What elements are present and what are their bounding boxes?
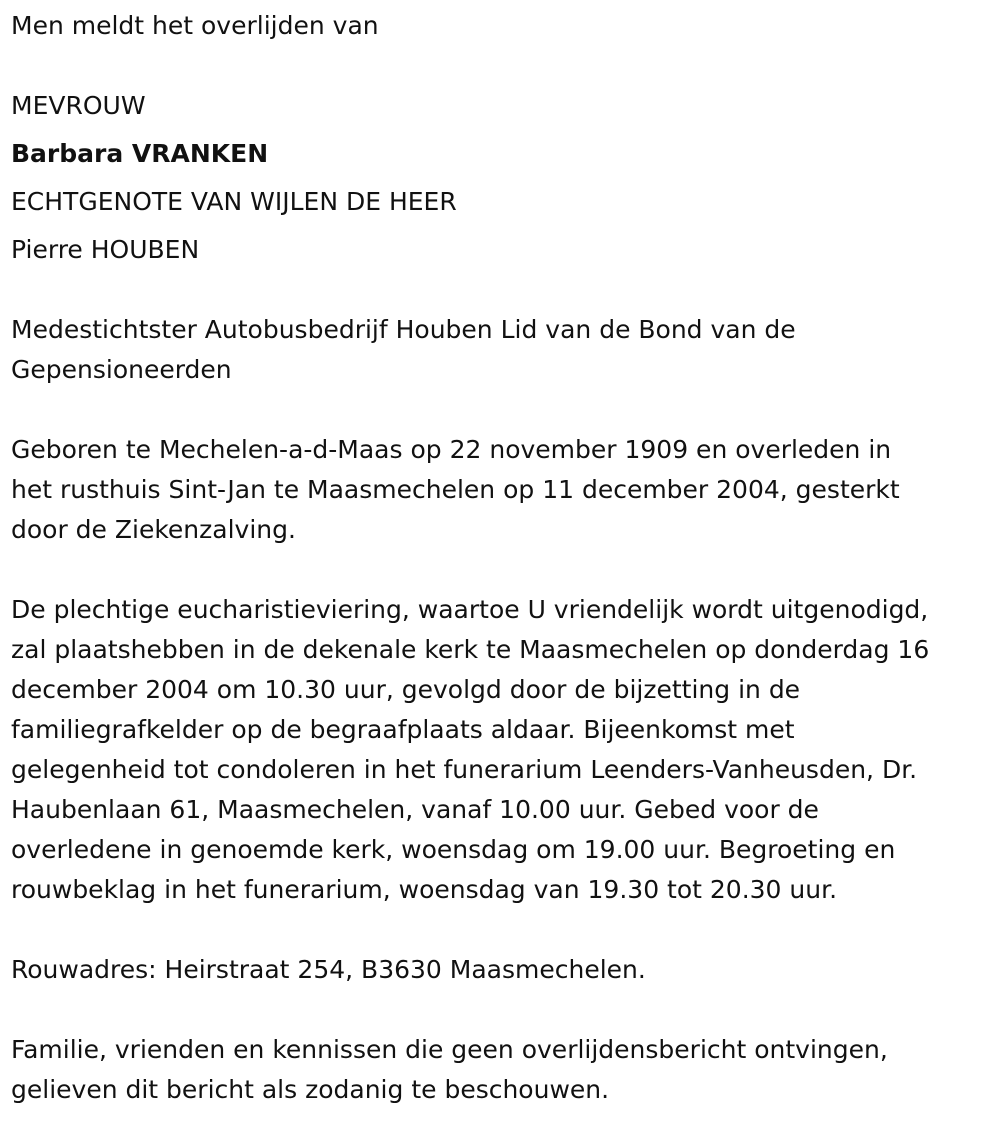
- ceremony-line: gelegenheid tot condoleren in het funerarium Leenders-Vanheusden, Dr.: [11, 755, 918, 784]
- ceremony-line: Haubenlaan 61, Maasmechelen, vanaf 10.00 uur. Gebed voor de: [11, 795, 819, 824]
- spouse-name: Pierre HOUBEN: [11, 235, 200, 264]
- ceremony-paragraph: [11, 590, 996, 910]
- ceremony-line: december 2004 om 10.30 uur, gevolgd door de bijzetting in de: [11, 675, 801, 704]
- closing-line: Familie, vrienden en kennissen die geen overlijdensbericht ontvingen,: [11, 1035, 888, 1064]
- birth-death-line: Geboren te Mechelen-a-d-Maas op 22 november 1909 en overleden in: [11, 435, 892, 464]
- mourning-address: Rouwadres: Heirstraat 254, B3630 Maasmechelen.: [11, 955, 646, 984]
- birth-death-line: door de Ziekenzalving.: [11, 515, 296, 544]
- ceremony-line: De plechtige eucharistieviering, waartoe U vriendelijk wordt uitgenodigd,: [11, 595, 929, 624]
- intro-line: Men meldt het overlijden van: [11, 11, 379, 40]
- closing-paragraph: [11, 1030, 996, 1110]
- deceased-name: Barbara VRANKEN: [11, 139, 269, 168]
- honorific: MEVROUW: [11, 91, 146, 120]
- description-paragraph: [11, 310, 996, 390]
- ceremony-line: rouwbeklag in het funerarium, woensdag van 19.30 tot 20.30 uur.: [11, 875, 838, 904]
- description-line: Gepensioneerden: [11, 355, 232, 384]
- description-line: Medestichtster Autobusbedrijf Houben Lid van de Bond van de: [11, 315, 796, 344]
- birth-death-paragraph: [11, 430, 996, 550]
- ceremony-line: overledene in genoemde kerk, woensdag om 19.00 uur. Begroeting en: [11, 835, 896, 864]
- relation-line: ECHTGENOTE VAN WIJLEN DE HEER: [11, 187, 457, 216]
- birth-death-line: het rusthuis Sint-Jan te Maasmechelen op 11 december 2004, gesterkt: [11, 475, 900, 504]
- closing-line: gelieven dit bericht als zodanig te beschouwen.: [11, 1075, 610, 1104]
- ceremony-line: familiegrafkelder op de begraafplaats aldaar. Bijeenkomst met: [11, 715, 795, 744]
- ceremony-line: zal plaatshebben in de dekenale kerk te Maasmechelen op donderdag 16: [11, 635, 930, 664]
